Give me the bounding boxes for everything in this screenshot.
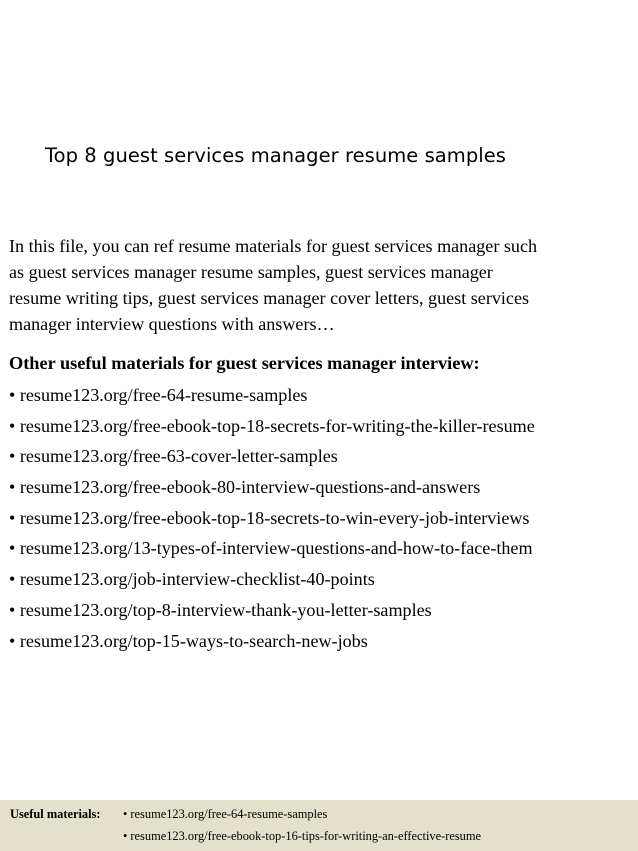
footer-link[interactable]: • resume123.org/free-ebook-top-16-tips-for-writing-an-effective-resume [123,829,482,843]
list-item[interactable]: • resume123.org/free-ebook-top-18-secrets-to-win-every-job-interviews [9,507,530,528]
page-title: Top 8 guest services manager resume samples [45,144,506,167]
materials-heading: Other useful materials for guest services manager interview: [9,353,480,373]
footer-link[interactable]: • resume123.org/free-64-resume-samples [123,807,328,821]
footer-link-list [123,806,481,850]
list-item[interactable]: • resume123.org/job-interview-checklist-40-points [9,569,375,590]
list-item[interactable]: • resume123.org/13-types-of-interview-questions-and-how-to-face-them [9,538,533,559]
list-item[interactable]: • resume123.org/free-64-resume-samples [9,385,308,405]
useful-materials-footer [0,800,638,851]
list-item[interactable]: • resume123.org/top-8-interview-thank-you-letter-samples [9,599,432,620]
materials-link-list [9,380,535,656]
list-item[interactable]: • resume123.org/free-ebook-top-18-secrets-for-writing-the-killer-resume [9,415,535,436]
intro-paragraph: In this file, you can ref resume materials for guest services manager such as guest services manager resume samples, guest services manager resume writing tips, guest services manager cover letters, guest services manager interview questions with answers… [9,236,538,334]
list-item[interactable]: • resume123.org/free-ebook-80-interview-questions-and-answers [9,477,481,498]
list-item[interactable]: • resume123.org/free-63-cover-letter-samples [9,446,338,467]
list-item[interactable]: • resume123.org/top-15-ways-to-search-new-jobs [9,630,368,651]
footer-label: Useful materials: [10,807,101,821]
